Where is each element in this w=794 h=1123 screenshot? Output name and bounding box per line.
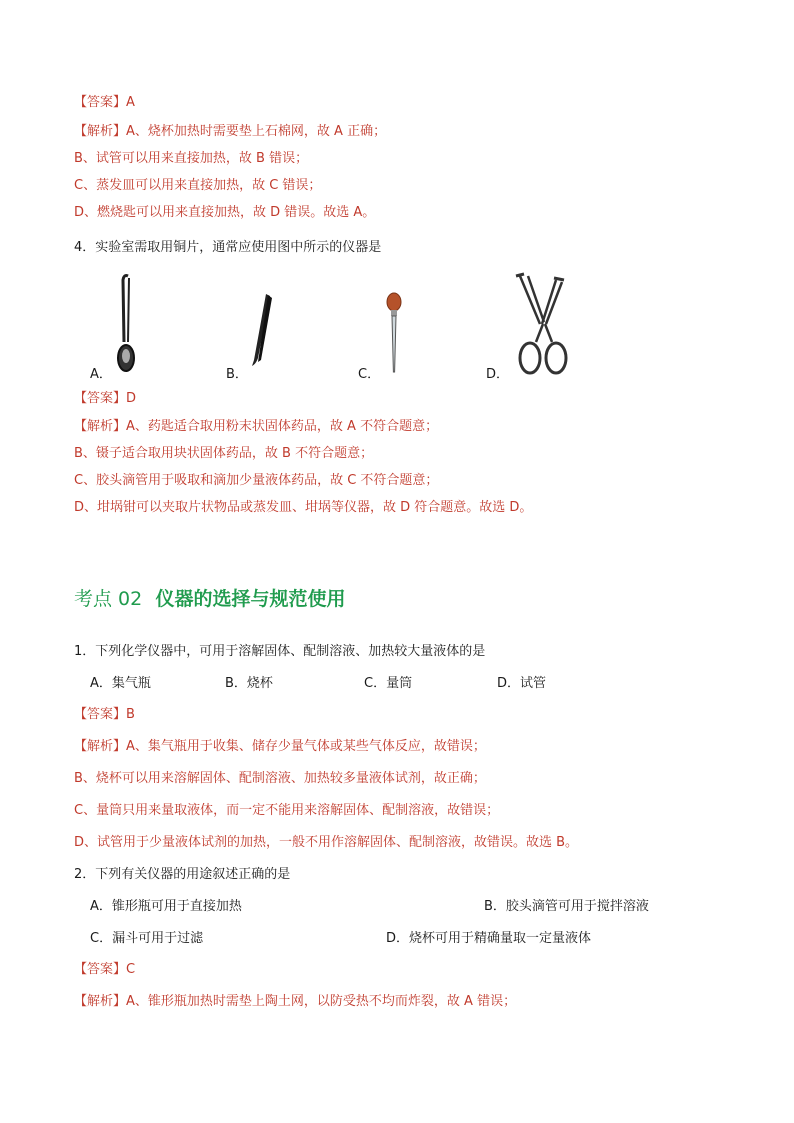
analysis-line: D、燃烧匙可以用来直接加热，故 D 错误。故选 A。 <box>74 205 376 220</box>
option-c: C．量筒 <box>364 676 413 691</box>
option-a: A．集气瓶 <box>90 676 151 691</box>
answer-value: B <box>126 707 135 722</box>
analysis-line: D、试管用于少量液体试剂的加热，一般不用作溶解固体、配制溶液，故错误。故选 B。 <box>74 835 579 850</box>
option-label: B． <box>226 367 248 382</box>
answer-line <box>74 706 135 724</box>
answer-line <box>74 961 135 979</box>
analysis-line <box>74 993 516 1011</box>
option-b: B．胶头滴管可用于搅拌溶液 <box>484 899 649 914</box>
analysis-tag: 【解析】 <box>74 739 127 754</box>
answer-value: C <box>126 962 136 977</box>
analysis-line: C、量筒只用来量取液体，而一定不能用来溶解固体、配制溶液，故错误； <box>74 803 500 818</box>
analysis-text: A、集气瓶用于收集、储存少量气体或某些气体反应，故错误； <box>126 739 486 754</box>
tweezers-icon <box>246 292 276 372</box>
analysis-line: D、坩埚钳可以夹取片状物品或蒸发皿、坩埚等仪器，故 D 符合题意。故选 D。 <box>74 500 533 515</box>
analysis-line: C、胶头滴管用于吸取和滴加少量液体药品，故 C 不符合题意； <box>74 473 439 488</box>
option-label: C． <box>358 367 381 382</box>
analysis-line: B、试管可以用来直接加热，故 B 错误； <box>74 151 309 166</box>
answer-tag: 【答案】 <box>74 707 127 722</box>
analysis-line: B、烧杯可以用来溶解固体、配制溶液、加热较多量液体试剂，故正确； <box>74 771 486 786</box>
analysis-line <box>74 123 386 141</box>
question-stem: 1．下列化学仪器中，可用于溶解固体、配制溶液、加热较大量液体的是 <box>74 644 486 659</box>
answer-tag: 【答案】 <box>74 391 127 406</box>
analysis-text: A、锥形瓶加热时需垫上陶土网，以防受热不均而炸裂，故 A 错误； <box>126 994 517 1009</box>
option-b: B．烧杯 <box>225 676 273 691</box>
analysis-tag: 【解析】 <box>74 419 127 434</box>
analysis-tag: 【解析】 <box>74 994 127 1009</box>
analysis-line <box>74 418 438 436</box>
analysis-text: A、烧杯加热时需要垫上石棉网，故 A 正确； <box>126 124 387 139</box>
option-d: D．烧杯可用于精确量取一定量液体 <box>386 931 592 946</box>
option-label: D． <box>486 367 510 382</box>
answer-line <box>74 390 136 408</box>
option-c: C．漏斗可用于过滤 <box>90 931 204 946</box>
analysis-text: A、药匙适合取用粉末状固体药品，故 A 不符合题意； <box>126 419 439 434</box>
option-label: A． <box>90 367 112 382</box>
question-stem: 4．实验室需取用铜片，通常应使用图中所示的仪器是 <box>74 240 382 255</box>
answer-tag: 【答案】 <box>74 962 127 977</box>
analysis-line: C、蒸发皿可以用来直接加热，故 C 错误； <box>74 178 322 193</box>
analysis-line <box>74 738 486 756</box>
crucible-tongs-icon <box>510 272 572 380</box>
answer-tag: 【答案】 <box>74 95 127 110</box>
option-d: D．试管 <box>497 676 547 691</box>
question-stem: 2．下列有关仪器的用途叙述正确的是 <box>74 867 291 882</box>
answer-value: D <box>126 391 137 406</box>
section-title: 仪器的选择与规范使用 <box>155 588 346 610</box>
analysis-tag: 【解析】 <box>74 124 127 139</box>
option-a: A．锥形瓶可用于直接加热 <box>90 899 242 914</box>
answer-value: A <box>126 95 135 110</box>
spoon-spatula-icon <box>110 272 146 376</box>
analysis-line: B、镊子适合取用块状固体药品，故 B 不符合题意； <box>74 446 374 461</box>
dropper-icon <box>382 290 406 376</box>
section-heading <box>74 584 345 611</box>
answer-line <box>74 94 135 112</box>
section-label: 考点 02 <box>74 588 143 610</box>
